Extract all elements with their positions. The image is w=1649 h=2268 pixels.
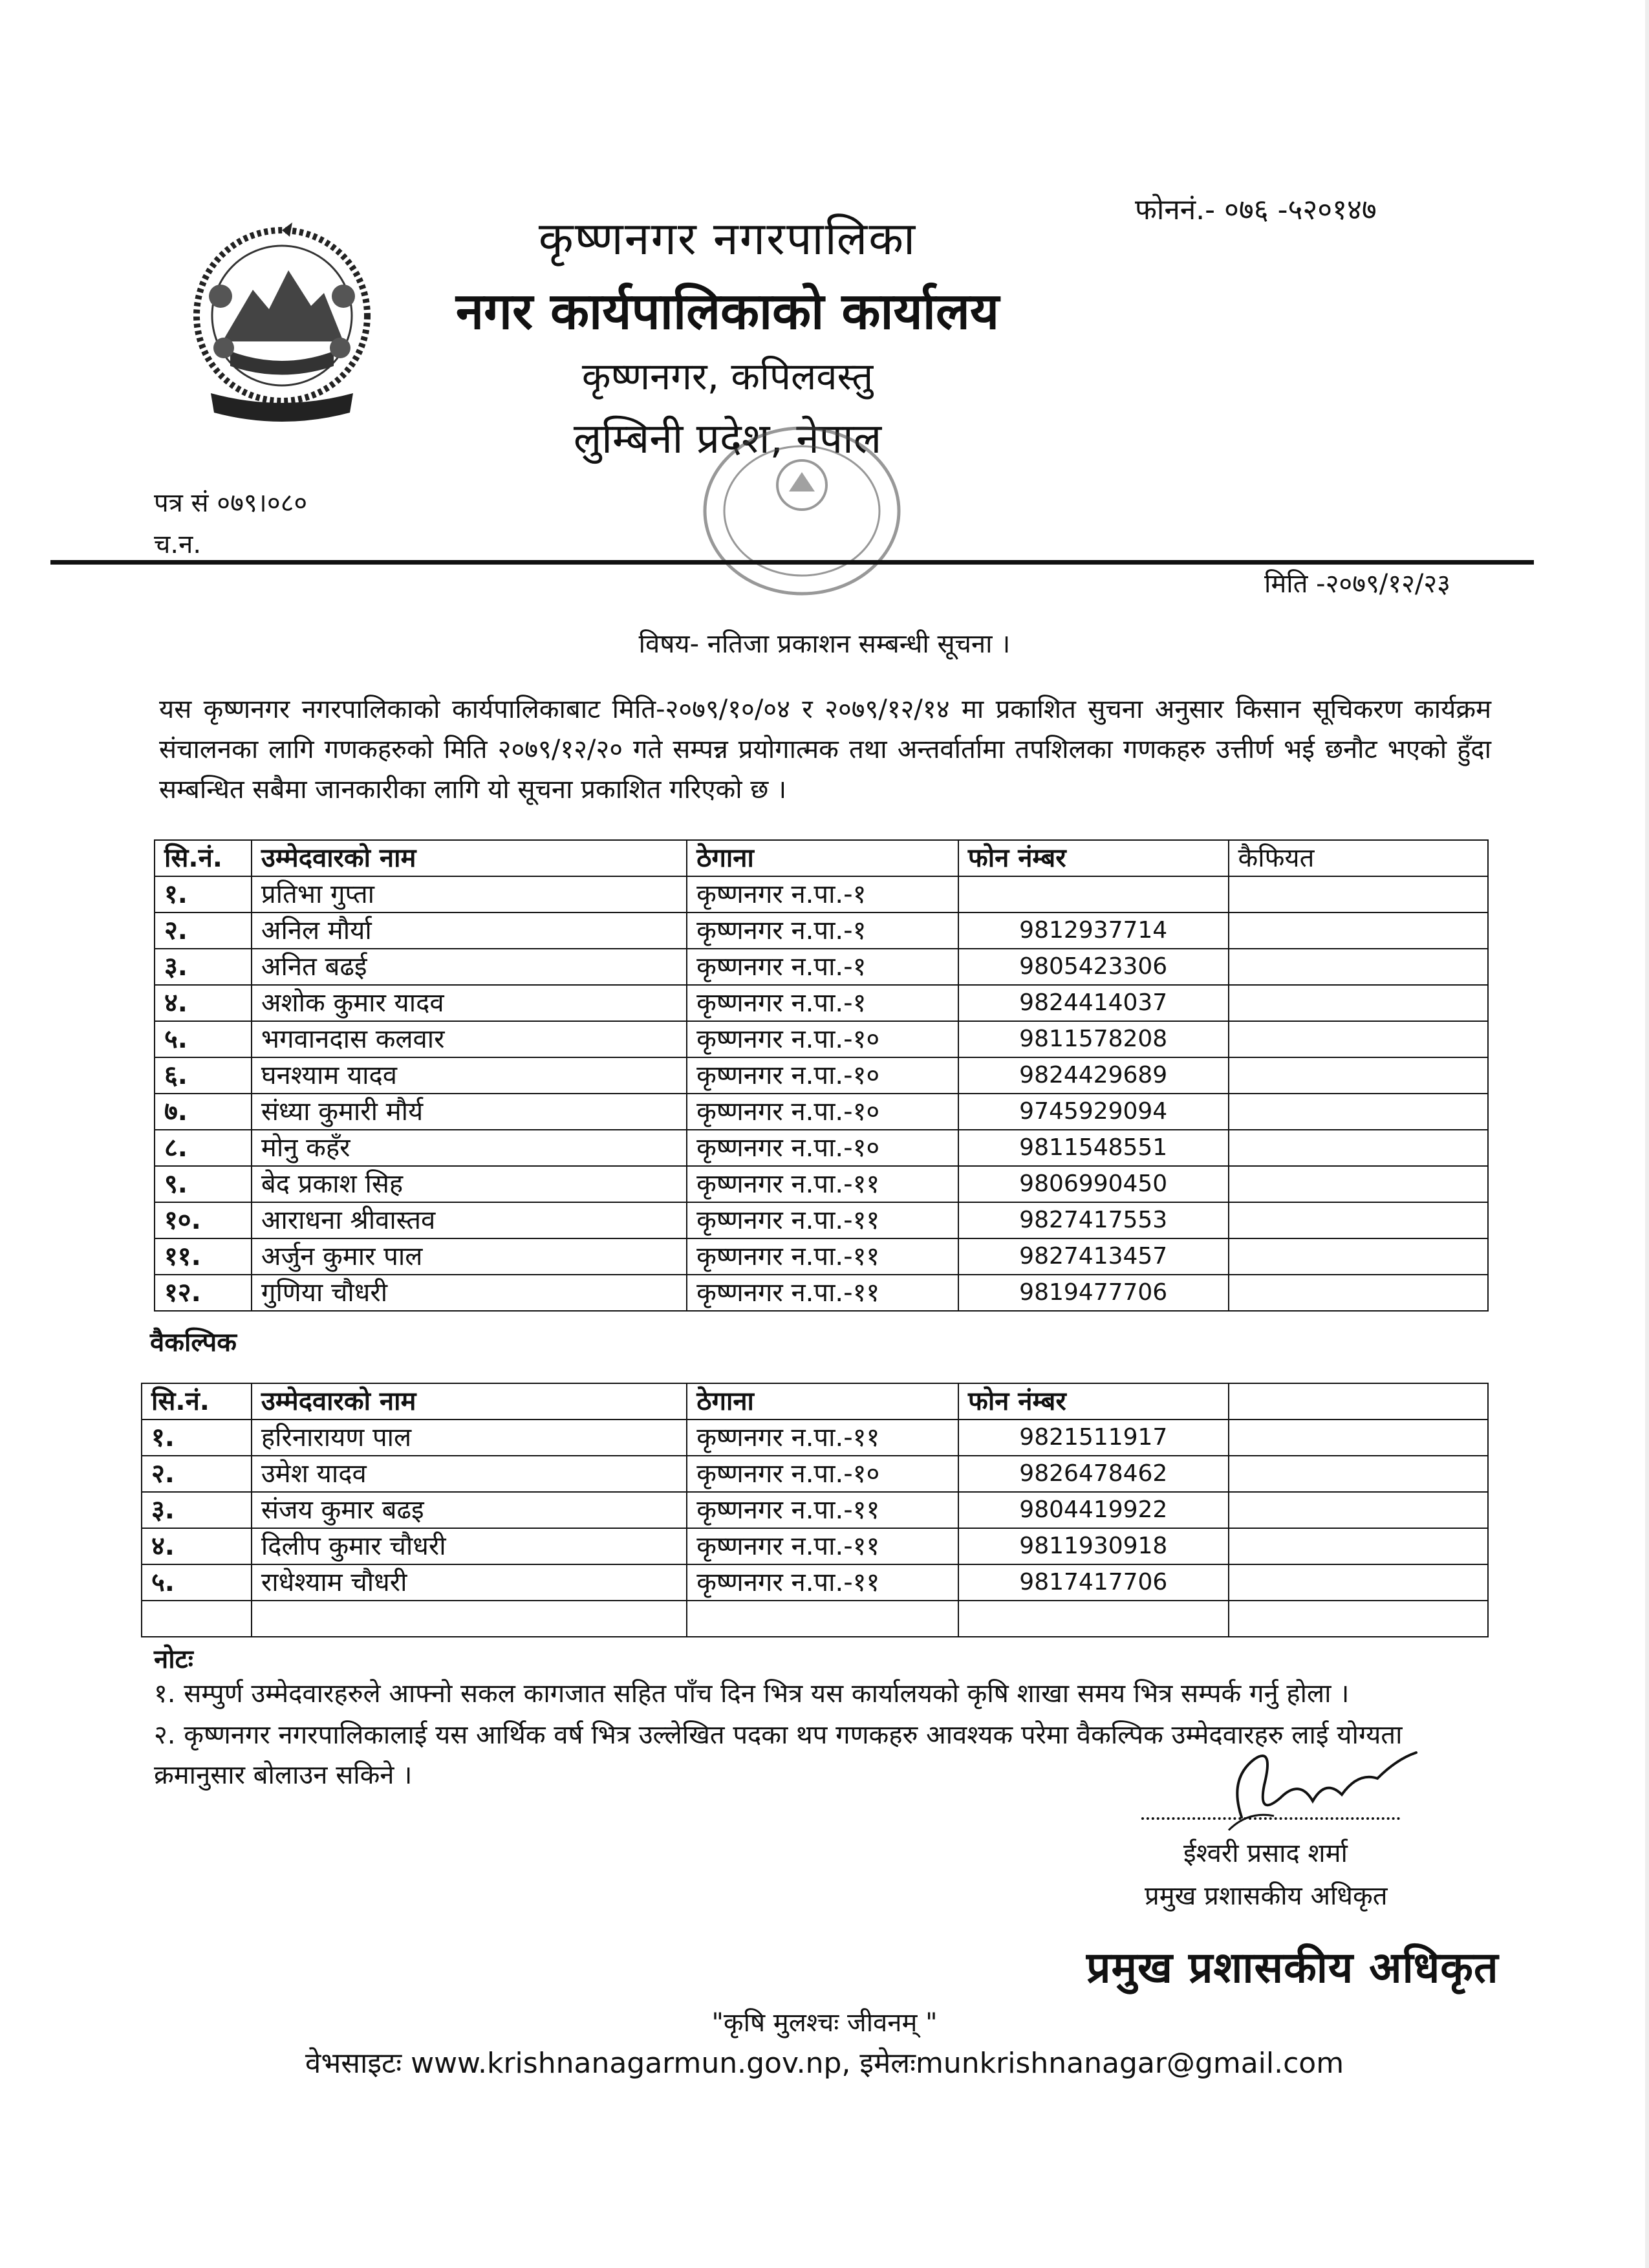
cell-serial: ४. — [155, 985, 252, 1021]
table-row — [155, 876, 1488, 913]
column-header-address: ठेगाना — [687, 1383, 958, 1420]
cell-serial: १०. — [155, 1202, 252, 1238]
cell-name: बेद प्रकाश सिह — [252, 1166, 687, 1202]
table-row — [155, 1275, 1488, 1311]
cell-name: संजय कुमार बढइ — [252, 1492, 687, 1528]
column-header-serial: सि.नं. — [155, 840, 252, 876]
office-name-line1: कृष्णनगर नगरपालिका — [538, 212, 917, 265]
office-address: कृष्णनगर, कपिलवस्तु — [581, 354, 874, 398]
cell-serial: १२. — [155, 1275, 252, 1311]
cell-serial: ९. — [155, 1166, 252, 1202]
cell-remarks — [1229, 1420, 1488, 1456]
table-row — [142, 1601, 1488, 1637]
cell-remarks — [1229, 1202, 1488, 1238]
cell-name: संध्या कुमारी मौर्य — [252, 1094, 687, 1130]
signatory-name: ईश्वरी प्रसाद शर्मा — [1183, 1839, 1348, 1868]
table-row — [142, 1420, 1488, 1456]
cell-name: अर्जुन कुमार पाल — [252, 1238, 687, 1275]
cell-phone — [958, 1601, 1229, 1637]
cell-address: कृष्णनगर न.पा.-१० — [687, 1021, 958, 1057]
cell-remarks — [1229, 1528, 1488, 1564]
cell-phone: 9745929094 — [958, 1094, 1229, 1130]
cell-name: मोनु कहँर — [252, 1130, 687, 1166]
cell-phone: 9827413457 — [958, 1238, 1229, 1275]
signature-line — [1141, 1817, 1400, 1820]
cell-name: आराधना श्रीवास्तव — [252, 1202, 687, 1238]
table-row — [155, 1238, 1488, 1275]
note-item-2: २. कृष्णनगर नगरपालिकालाई यस आर्थिक वर्ष भित्र उल्लेखित पदका थप गणकहरु आवश्यक परेमा वैकल्पिक उम्मेदवारहरु लाई योग्यता क्रमानुसार बोलाउन सकिने । — [154, 1720, 1403, 1790]
cell-remarks — [1229, 985, 1488, 1021]
cell-remarks — [1229, 1130, 1488, 1166]
column-header-remarks: कैफियत — [1229, 840, 1488, 876]
cell-serial: ११. — [155, 1238, 252, 1275]
cell-address: कृष्णनगर न.पा.-१० — [687, 1456, 958, 1492]
cell-serial: ७. — [155, 1094, 252, 1130]
cell-serial — [142, 1601, 252, 1637]
column-header-phone: फोन नंम्बर — [958, 840, 1229, 876]
cell-remarks — [1229, 1166, 1488, 1202]
table-row — [155, 1166, 1488, 1202]
cell-remarks — [1229, 876, 1488, 913]
cell-remarks — [1229, 913, 1488, 949]
cell-phone: 9811578208 — [958, 1021, 1229, 1057]
table-header-row — [142, 1383, 1488, 1420]
cell-name: हरिनारायण पाल — [252, 1420, 687, 1456]
page-edge — [1645, 0, 1649, 2268]
cell-serial: २. — [155, 913, 252, 949]
footer-motto: "कृषि मुलश्चः जीवनम् " — [711, 2008, 938, 2038]
cell-address: कृष्णनगर न.पा.-११ — [687, 1492, 958, 1528]
cell-serial: ६. — [155, 1057, 252, 1094]
cell-phone: 9819477706 — [958, 1275, 1229, 1311]
column-header-phone: फोन नंम्बर — [958, 1383, 1229, 1420]
cell-remarks — [1229, 1275, 1488, 1311]
cell-address: कृष्णनगर न.पा.-१० — [687, 1094, 958, 1130]
table-row — [142, 1528, 1488, 1564]
cell-name: राधेश्याम चौधरी — [252, 1564, 687, 1601]
cell-serial: ३. — [155, 949, 252, 985]
cell-name: अनित बढई — [252, 949, 687, 985]
cell-phone: 9812937714 — [958, 913, 1229, 949]
table-row — [155, 949, 1488, 985]
cell-address: कृष्णनगर न.पा.-११ — [687, 1275, 958, 1311]
cell-serial: ४. — [142, 1528, 252, 1564]
table-row — [142, 1564, 1488, 1601]
office-province: लुम्बिनी प्रदेश, नेपाल — [573, 415, 882, 463]
cell-address: कृष्णनगर न.पा.-११ — [687, 1202, 958, 1238]
table-row — [155, 1130, 1488, 1166]
notice-subject: विषय- नतिजा प्रकाशन सम्बन्धी सूचना । — [638, 629, 1011, 659]
letter-number: पत्र सं ०७९।०८० — [154, 488, 308, 518]
cell-name: उमेश यादव — [252, 1456, 687, 1492]
table-row — [155, 913, 1488, 949]
cell-name: प्रतिभा गुप्ता — [252, 876, 687, 913]
cell-address: कृष्णनगर न.पा.-१ — [687, 876, 958, 913]
cell-serial: १. — [155, 876, 252, 913]
cell-phone: 9827417553 — [958, 1202, 1229, 1238]
cell-serial: ५. — [142, 1564, 252, 1601]
cell-phone: 9821511917 — [958, 1420, 1229, 1456]
cell-phone: 9817417706 — [958, 1564, 1229, 1601]
table-row — [155, 985, 1488, 1021]
cell-remarks — [1229, 949, 1488, 985]
cell-serial: ५. — [155, 1021, 252, 1057]
alternate-list-label: वैकल्पिक — [150, 1328, 237, 1357]
cell-address: कृष्णनगर न.पा.-१० — [687, 1057, 958, 1094]
note-item-1: १. सम्पुर्ण उम्मेदवारहरुले आफ्नो सकल कागजात सहित पाँच दिन भित्र यस कार्यालयको कृषि शाखा समय भित्र सम्पर्क गर्नु होला । — [154, 1679, 1350, 1709]
cell-remarks — [1229, 1021, 1488, 1057]
notice-body: यस कृष्णनगर नगरपालिकाको कार्यपालिकाबाट मिति-२०७९/१०/०४ र २०७९/१२/१४ मा प्रकाशित सुचना अनुसार किसान सूचिकरण कार्यक्रम संचालनका लागि गणकहरुको मिति २०७९/१२/२० गते सम्पन्न प्रयोगात्मक तथा अन्तर्वार्तामा तपशिलका गणकहरु उत्तीर्ण भई छनौट भएको हुँदा सम्बन्धित सबैमा जानकारीका लागि यो सूचना प्रकाशित गरिएको छ । — [159, 695, 1491, 805]
cell-address: कृष्णनगर न.पा.-११ — [687, 1166, 958, 1202]
header-divider — [50, 560, 1534, 565]
cell-name — [252, 1601, 687, 1637]
cell-name: घनश्याम यादव — [252, 1057, 687, 1094]
cell-address: कृष्णनगर न.पा.-११ — [687, 1564, 958, 1601]
cell-name: अशोक कुमार यादव — [252, 985, 687, 1021]
table-row — [142, 1456, 1488, 1492]
column-header-address: ठेगाना — [687, 840, 958, 876]
cell-address: कृष्णनगर न.पा.-११ — [687, 1420, 958, 1456]
phone-number: फोननं.- ०७६ -५२०१४७ — [1135, 193, 1377, 226]
cell-phone: 9805423306 — [958, 949, 1229, 985]
cell-name: दिलीप कुमार चौधरी — [252, 1528, 687, 1564]
cell-address: कृष्णनगर न.पा.-१ — [687, 913, 958, 949]
cell-serial: १. — [142, 1420, 252, 1456]
table-header-row — [155, 840, 1488, 876]
table-row — [142, 1492, 1488, 1528]
cell-address: कृष्णनगर न.पा.-१० — [687, 1130, 958, 1166]
cell-phone: 9811930918 — [958, 1528, 1229, 1564]
office-stamp-icon — [666, 414, 938, 601]
cell-name: गुणिया चौधरी — [252, 1275, 687, 1311]
cell-serial: २. — [142, 1456, 252, 1492]
table-row — [155, 1094, 1488, 1130]
cell-phone — [958, 876, 1229, 913]
cell-address: कृष्णनगर न.पा.-१ — [687, 949, 958, 985]
signature-icon — [1203, 1740, 1436, 1837]
notes-heading: नोटः — [154, 1645, 193, 1674]
cell-address: कृष्णनगर न.पा.-१ — [687, 985, 958, 1021]
letter-date: मिति -२०७९/१२/२३ — [1264, 569, 1450, 599]
dispatch-number: च.न. — [154, 530, 202, 559]
cell-phone: 9806990450 — [958, 1166, 1229, 1202]
cell-remarks — [1229, 1601, 1488, 1637]
table-row — [155, 1202, 1488, 1238]
column-header-name: उम्मेदवारको नाम — [252, 1383, 687, 1420]
column-header-serial: सि.नं. — [142, 1383, 252, 1420]
cell-phone: 9804419922 — [958, 1492, 1229, 1528]
cell-remarks — [1229, 1238, 1488, 1275]
column-header-name: उम्मेदवारको नाम — [252, 840, 687, 876]
column-header-remarks — [1229, 1383, 1488, 1420]
footer-contact: वेभसाइटः www.krishnanagarmun.gov.np, इमेलःmunkrishnanagar@gmail.com — [305, 2047, 1344, 2080]
cell-remarks — [1229, 1492, 1488, 1528]
cell-address — [687, 1601, 958, 1637]
alternate-candidates-table — [141, 1383, 1489, 1637]
cell-phone: 9811548551 — [958, 1130, 1229, 1166]
cell-name: अनिल मौर्या — [252, 913, 687, 949]
selected-candidates-table — [154, 839, 1489, 1312]
cell-remarks — [1229, 1057, 1488, 1094]
designation-stamp: प्रमुख प्रशासकीय अधिकृत — [1086, 1943, 1499, 1993]
table-row — [155, 1057, 1488, 1094]
cell-address: कृष्णनगर न.पा.-११ — [687, 1238, 958, 1275]
cell-serial: ८. — [155, 1130, 252, 1166]
cell-remarks — [1229, 1564, 1488, 1601]
office-name-line2: नगर कार्यपालिकाको कार्यालय — [455, 283, 1000, 341]
cell-serial: ३. — [142, 1492, 252, 1528]
cell-name: भगवानदास कलवार — [252, 1021, 687, 1057]
cell-phone: 9826478462 — [958, 1456, 1229, 1492]
table-row — [155, 1021, 1488, 1057]
cell-phone: 9824429689 — [958, 1057, 1229, 1094]
cell-phone: 9824414037 — [958, 985, 1229, 1021]
cell-remarks — [1229, 1456, 1488, 1492]
cell-address: कृष्णनगर न.पा.-११ — [687, 1528, 958, 1564]
signatory-title: प्रमुख प्रशासकीय अधिकृत — [1145, 1881, 1388, 1911]
cell-remarks — [1229, 1094, 1488, 1130]
